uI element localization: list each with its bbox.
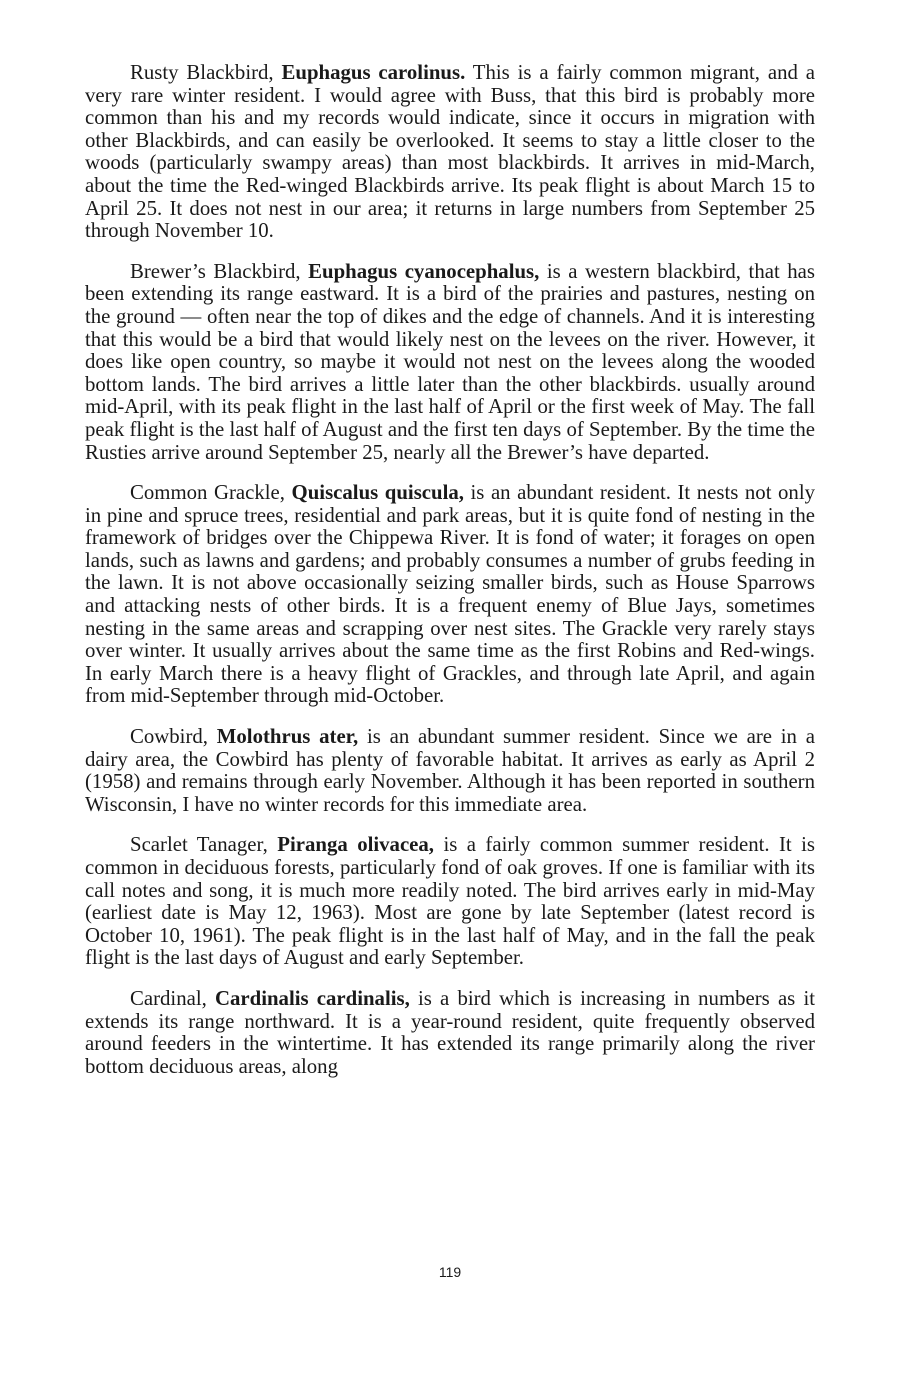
scientific-name: Cardinalis cardinalis, xyxy=(215,986,410,1010)
species-paragraph-cowbird xyxy=(85,726,815,816)
species-paragraph-cardinal xyxy=(85,988,815,1078)
common-name: Brewer’s Blackbird, xyxy=(130,259,309,283)
article-body xyxy=(85,62,815,1078)
common-name: Rusty Blackbird, xyxy=(130,61,282,84)
scientific-name: Euphagus carolinus. xyxy=(281,61,466,84)
common-name: Cardinal, xyxy=(130,986,215,1010)
species-paragraph-rusty-blackbird xyxy=(85,62,815,243)
scientific-name: Piranga olivacea, xyxy=(277,833,435,857)
paragraph-text: is an abundant resident. It nests not only in pine and spruce trees, residential and park areas, but it is quite fond of nesting in the framework of bridges over the Chippewa River. It is fond of water; it forages on open lands, such as lawns and gardens; and probably consumes a number of grubs feeding in the lawn. It is not above occasionally seizing smaller birds, such as House Sparrows and attacking nests of other birds. It is a frequent enemy of Blue Jays, sometimes nesting in the same areas and scrapping over nest sites. The Grackle very rarely stays over winter. It usually arrives about the same time as the first Robins and Red-wings. In early March there is a heavy flight of Grackles, and through late April, and again from mid-September through mid-October. xyxy=(85,481,815,708)
common-name: Scarlet Tanager, xyxy=(130,833,278,857)
paragraph-text: is a bird which is increasing in numbers as it extends its range northward. It is a year-round resident, quite frequently observed around feeders in the wintertime. It has extended its range primarily along the river bottom deciduous areas, along xyxy=(85,986,816,1078)
scientific-name: Euphagus cyanocephalus, xyxy=(308,259,540,283)
species-paragraph-common-grackle xyxy=(85,482,815,708)
common-name: Common Grackle, xyxy=(130,481,292,505)
scientific-name: Molothrus ater, xyxy=(216,725,359,749)
scientific-name: Quiscalus quiscula, xyxy=(291,481,464,505)
paragraph-text: is a western blackbird, that has been extending its range eastward. It is a bird of the prairies and pastures, nesting on the ground — often near the top of dikes and the edge of channels. And it is interesting that this would be a bird that would likely nest on the levees on the river. However, it does like open country, so maybe it would not nest on the levees along the wooded bottom lands. The bird arrives a little later than the other blackbirds. usually around mid-April, with its peak flight in the last half of April or the first week of May. The fall peak flight is the last half of August and the first ten days of September. By the time the Rusties arrive around September 25, nearly all the Brewer’s have departed. xyxy=(85,259,815,464)
page-number: 119 xyxy=(438,1264,462,1280)
paragraph-text: is an abundant summer resident. Since we are in a dairy area, the Cowbird has plenty of favorable habitat. It arrives as early as April 2 (1958) and remains through early November. Although it has been reported in southern Wisconsin, I have no winter records for this immediate area. xyxy=(85,725,815,816)
common-name: Cowbird, xyxy=(130,725,217,749)
species-paragraph-brewers-blackbird xyxy=(85,261,815,464)
paragraph-text: This is a fairly common migrant, and a very rare winter resident. I would agree with Buss, that this bird is probably more common than his and my records would indicate, since it occurs in migration with other Blackbirds, and can easily be overlooked. It seems to stay a little closer to the woods (particularly swampy areas) than most blackbirds. It arrives in mid-March, about the time the Red-winged Blackbirds arrive. Its peak flight is about March 15 to April 25. It does not nest in our area; it returns in large numbers from September 25 through November 10. xyxy=(85,61,815,243)
species-paragraph-scarlet-tanager xyxy=(85,834,815,970)
paragraph-text: is a fairly common summer resident. It is common in deciduous forests, particularly fond of oak groves. If one is familiar with its call notes and song, it is much more readily noted. The bird arrives early in mid-May (earliest date is May 12, 1963). Most are gone by late September (latest record is October 10, 1961). The peak flight is in the last half of May, and in the fall the peak flight is the last days of August and early September. xyxy=(85,833,816,970)
